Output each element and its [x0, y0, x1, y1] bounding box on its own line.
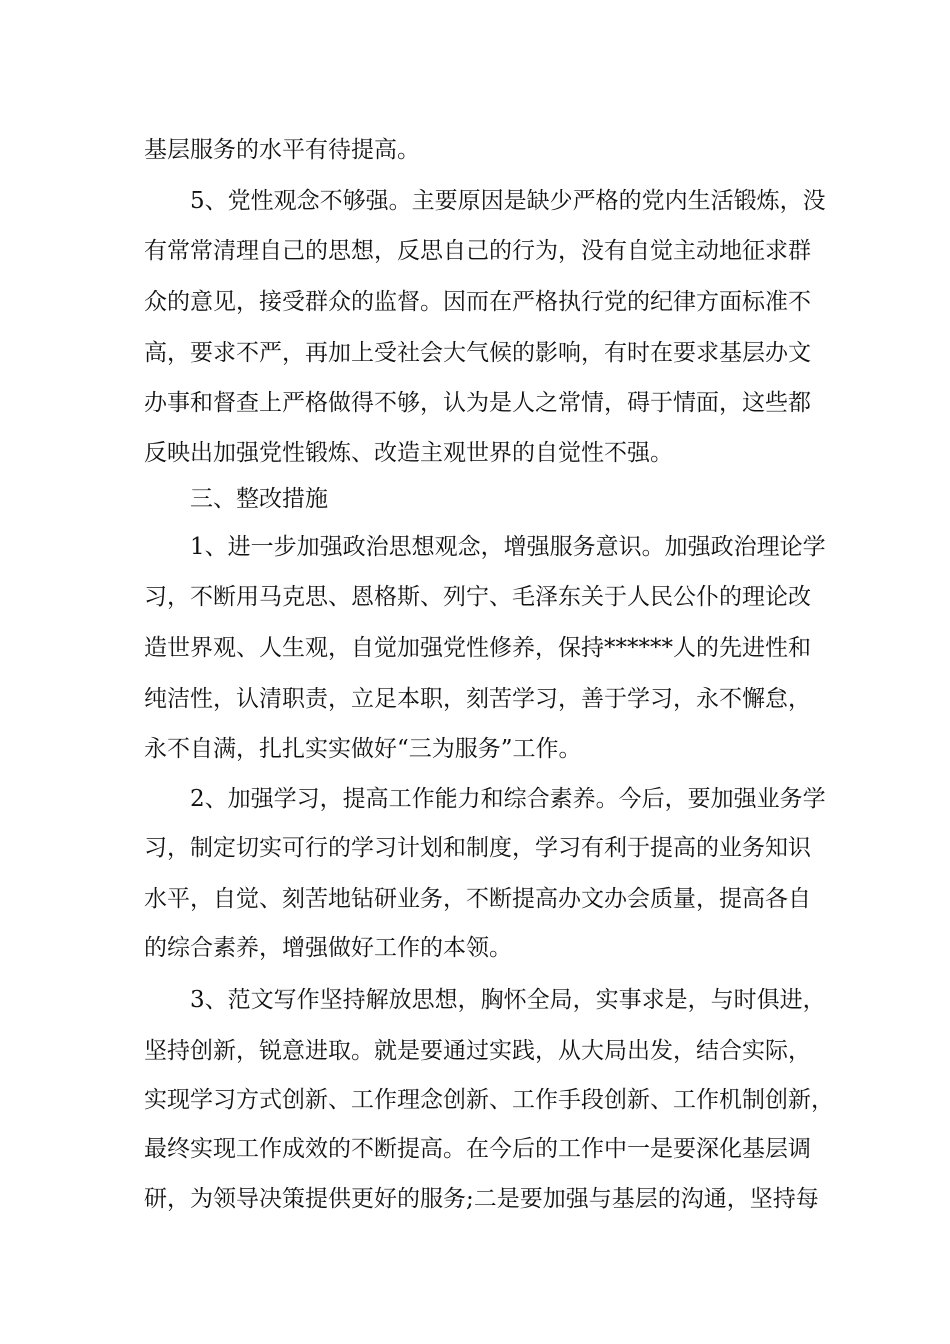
- text-line: 习，制定切实可行的学习计划和制度，学习有利于提高的业务知识: [144, 835, 811, 861]
- text-line: 基层服务的水平有待提高。: [144, 137, 420, 163]
- section-heading: 三、整改措施: [190, 486, 328, 512]
- text-line: 最终实现工作成效的不断提高。在今后的工作中一是要深化基层调: [144, 1136, 811, 1162]
- text-line: 纯洁性，认清职责，立足本职，刻苦学习，善于学习，永不懈怠，: [144, 686, 811, 712]
- text-line: 研，为领导决策提供更好的服务;二是要加强与基层的沟通，坚持每: [144, 1186, 819, 1212]
- text-line: 3、范文写作坚持解放思想，胸怀全局，实事求是，与时俱进，: [190, 987, 826, 1013]
- text-line: 1、进一步加强政治思想观念，增强服务意识。加强政治理论学: [190, 534, 826, 560]
- text-line: 反映出加强党性锻炼、改造主观世界的自觉性不强。: [144, 440, 673, 466]
- text-line: 水平，自觉、刻苦地钻研业务，不断提高办文办会质量，提高各自: [144, 886, 811, 912]
- text-line: 2、加强学习，提高工作能力和综合素养。今后，要加强业务学: [190, 786, 826, 812]
- text-line: 的综合素养，增强做好工作的本领。: [144, 935, 512, 961]
- text-line: 5、党性观念不够强。主要原因是缺少严格的党内生活锻炼，没: [190, 188, 826, 214]
- text-line: 众的意见，接受群众的监督。因而在严格执行党的纪律方面标准不: [144, 289, 811, 315]
- text-line: 习，不断用马克思、恩格斯、列宁、毛泽东关于人民公仆的理论改: [144, 584, 811, 610]
- text-line: 造世界观、人生观，自觉加强党性修养，保持******人的先进性和: [144, 635, 811, 661]
- text-line: 永不自满，扎扎实实做好“三为服务”工作。: [144, 736, 582, 762]
- text-line: 实现学习方式创新、工作理念创新、工作手段创新、工作机制创新，: [144, 1087, 834, 1113]
- text-line: 办事和督查上严格做得不够，认为是人之常情，碍于情面，这些都: [144, 390, 811, 416]
- text-line: 有常常清理自己的思想，反思自己的行为，没有自觉主动地征求群: [144, 238, 811, 264]
- text-line: 坚持创新，锐意进取。就是要通过实践，从大局出发，结合实际，: [144, 1038, 811, 1064]
- text-line: 高，要求不严，再加上受社会大气候的影响，有时在要求基层办文: [144, 340, 811, 366]
